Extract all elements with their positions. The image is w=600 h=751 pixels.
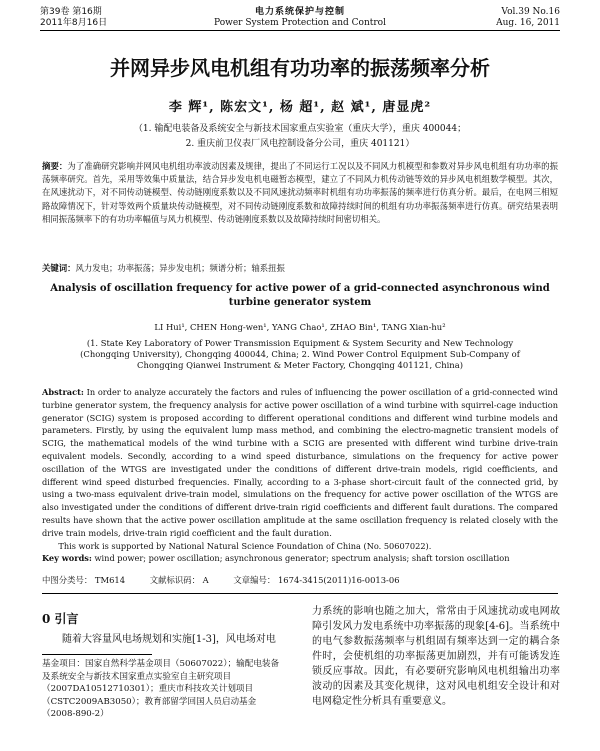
english-affiliations xyxy=(60,338,540,371)
article-number-value: 1674-3415(2011)16-0013-06 xyxy=(277,575,400,585)
doc-code-value: A xyxy=(202,575,209,585)
keywords-cn xyxy=(42,262,558,275)
author-list: 李 辉¹, 陈宏文¹, 杨 超¹, 赵 斌¹, 唐显虎² xyxy=(168,100,432,115)
abstract-cn-label: 摘要： xyxy=(42,161,68,171)
abstract-en-label: Abstract: xyxy=(42,387,84,397)
section-separator xyxy=(42,593,558,594)
running-header xyxy=(40,5,560,33)
classification-line xyxy=(42,574,558,586)
article-number-label: 文章编号： xyxy=(233,575,276,585)
header-journal-en: Power System Protection and Control xyxy=(214,18,386,28)
keywords-en-label: Key words: xyxy=(42,553,92,564)
en-affiliation-2: (Chongqing University), Chongqing 400044, China; 2. Wind Power Control Equipment Sub-Company of xyxy=(80,349,520,359)
clc-label: 中图分类号： xyxy=(42,575,93,585)
keywords-en xyxy=(42,552,558,565)
header-issue: Vol.39 No.16 Aug. 16, 2011 xyxy=(496,7,560,28)
intro-left-column: 随着大容量风电场规划和实施[1-3]，风电场对电 xyxy=(62,634,276,645)
english-authors: LI Hui¹, CHEN Hong-wen¹, YANG Chao¹, ZHAO Bin¹, TANG Xian-hu² xyxy=(154,322,446,332)
keywords-cn-label: 关键词： xyxy=(42,263,76,273)
abstract-cn-text: 为了准确研究影响并网风电机组功率波动因素及规律，提出了不同运行工况以及不同风力机模型和参数对异步风电机组有功功率的振荡频率研究。首先，采用等效集中质量法，结合异步发电机电磁暂态模型，建立了不同风力机传动链等效的异步风电机组数学模型。其次，在风速扰动下，对不同传动链模型、传动链刚度系数以及不同风速扰动频率时机组有功功率振荡的频率进行仿真分析。最后，在电网三相短路故障情况下，针对等效两个质量块传动链模型，对不同传动链刚度系数和故障持续时间的机组有功功率振荡频率进行仿真。研究结果表明相同振荡频率下的有功功率幅值与风力机模型、传动链刚度系数以及故障持续时间密切相关。 xyxy=(42,161,559,224)
keywords-en-text: wind power; power oscillation; asynchronous generator; spectrum analysis; shaft torsion oscillation xyxy=(94,553,510,564)
abstract-cn xyxy=(42,160,558,226)
funding-note: 基金项目：国家自然科学基金项目（50607022）；输配电装备及系统安全与新技术国家重点实验室自主研究项目（2007DA10512710301）；重庆市科技攻关计划项目（CSTC2009AB3050）；教育部留学回国人员启动基金（2008-890-2） xyxy=(42,659,280,720)
header-volume-date: 第39卷 第16期 2011年8月16日 xyxy=(40,7,108,28)
section-heading: 0 引言 xyxy=(42,612,79,626)
affiliations xyxy=(40,122,560,152)
english-title: Analysis of oscillation frequency for active power of a grid-connected asynchronous wind turbine generator system xyxy=(50,283,550,308)
affiliation-1: （1. 输配电装备及系统安全与新技术国家重点实验室（重庆大学），重庆 400044； xyxy=(133,124,467,134)
header-journal xyxy=(40,7,560,29)
footnote-rule xyxy=(42,654,152,655)
en-affiliation-1: (1. State Key Laboratory of Power Transmission Equipment & System Security and New Technology xyxy=(86,338,514,348)
support-note: This work is supported by National Natural Science Foundation of China (No. 50607022). xyxy=(58,540,432,551)
doc-code-label: 文献标识码： xyxy=(149,575,200,585)
abstract-en xyxy=(42,386,558,565)
header-rule xyxy=(40,30,560,31)
header-journal-cn: 电力系统保护与控制 xyxy=(254,7,345,17)
affiliation-2: 2. 重庆前卫仪表厂风电控制设备分公司，重庆 401121） xyxy=(185,139,415,149)
clc-value: TM614 xyxy=(94,575,126,585)
en-affiliation-3: Chongqing Qianwei Instrument & Meter Factory, Chongqing 401121, China) xyxy=(137,360,463,370)
keywords-cn-text: 风力发电；功率振荡；异步发电机；频谱分析；轴系扭振 xyxy=(75,263,285,273)
intro-right-column: 力系统的影响也随之加大，常常由于风速扰动或电网故障引发风力发电系统中功率振荡的现象[4-6]。当系统中的电气参数振荡频率与机组固有频率达到一定的耦合条件时，会使机组的功率振荡更加剧烈，并有可能诱发连锁反应事故。因此，有必要研究影响风电机组输出功率波动的因素及其变化规律，这对风电机组安全设计和对电网稳定性分析具有重要意义。 xyxy=(312,606,560,707)
paper-title: 并网异步风电机组有功功率的振荡频率分析 xyxy=(110,56,490,80)
abstract-en-text: In order to analyze accurately the factors and rules of influencing the power oscillation of a grid-connected wind turbine generator system, the frequency analysis for active power oscillation of a wind turbine with squirrel-cage induction generator (SCIG) system is proposed according to different operational conditions and different wind turbine models and parameters. Firstly, by using the equivalent lump mass method, and combining the electro-magnetic transient models of SCIG, the mathematical models of the wind turbine with a SCIG are presented with different wind turbine drive-train equivalent models. Secondly, according to a wind speed disturbance, simulations on the frequency for active power oscillation of the WTGS are investigated under the conditions of different drive-train models, rigid coefficients, and different wind speed disturbed frequencies. Finally, according to a 3-phase short-circuit fault of the connected grid, by using a two-mass equivalent drive-train model, simulations on the frequency for active power oscillation of the WTGS are also investigated under the conditions of different drive-train rigid coefficients and different fault durations. The compared results have shown that the active power oscillation amplitude at the same oscillation frequency is related closely with the drive train models, drive-train rigid coefficient and the fault duration. xyxy=(42,387,558,538)
